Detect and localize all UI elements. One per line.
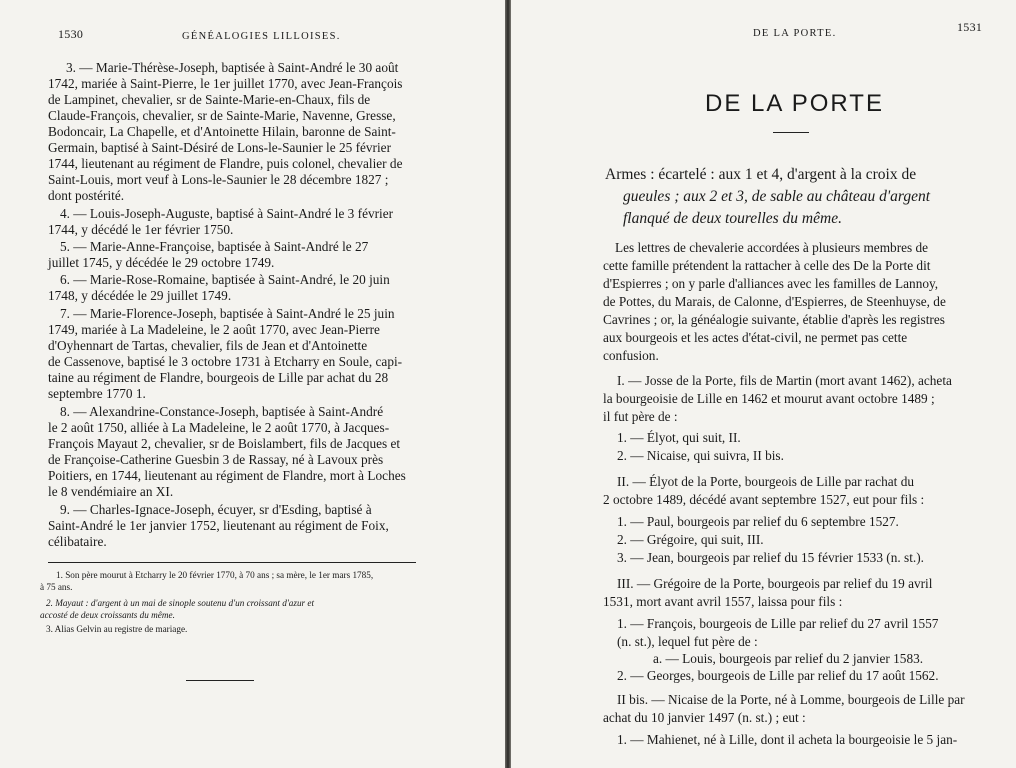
text-line: Bodoncair, La Chapelle, et d'Antoinette Hilain, baronne de Saint- — [48, 124, 396, 139]
text-line: 6. — Marie-Rose-Romaine, baptisée à Saint-André, le 20 juin — [60, 272, 390, 287]
text-line: la bourgeoisie de Lille en 1462 et mourut avant octobre 1489 ; — [603, 391, 935, 406]
text-line: 1749, mariée à La Madeleine, le 2 août 1770, avec Jean-Pierre — [48, 322, 380, 337]
footnote-line: 1. Son père mourut à Etcharry le 20 février 1770, à 70 ans ; sa mère, le 1er mars 1785, — [56, 570, 374, 580]
text-line: confusion. — [603, 348, 659, 363]
text-line: le 2 août 1750, alliée à La Madeleine, le 2 août 1770, à Jacques- — [48, 420, 390, 435]
armes-line: gueules ; aux 2 et 3, de sable au château d'argent — [623, 188, 931, 205]
running-head: DE LA PORTE. — [753, 28, 837, 39]
text-line: a. — Louis, bourgeois par relief du 2 janvier 1583. — [653, 651, 924, 666]
footnote-line: accosté de deux croissants du même. — [40, 610, 175, 620]
text-line: 1748, y décédée le 29 juillet 1749. — [48, 288, 232, 303]
end-rule — [186, 680, 254, 681]
text-line: 7. — Marie-Florence-Joseph, baptisée à Saint-André le 25 juin — [60, 306, 395, 321]
text-line: Saint-Louis, mort veuf à Lons-le-Saunier le 28 décembre 1827 ; — [48, 172, 389, 187]
armes-line: flanqué de deux tourelles du même. — [623, 210, 842, 227]
running-head: GÉNÉALOGIES LILLOISES. — [182, 31, 341, 42]
left-page — [0, 0, 505, 768]
text-line: dont postérité. — [48, 188, 125, 203]
page-title: DE LA PORTE — [705, 90, 884, 117]
page-number: 1530 — [58, 27, 84, 41]
text-line: de Cassenove, baptisé le 3 octobre 1731 à Etcharry en Soule, capi- — [48, 354, 403, 369]
text-line: II. — Élyot de la Porte, bourgeois de Lille par rachat du — [617, 474, 914, 489]
text-line: achat du 10 janvier 1497 (n. st.) ; eut : — [603, 710, 806, 725]
text-line: Les lettres de chevalerie accordées à plusieurs membres de — [615, 240, 929, 255]
footnote-line: 3. Alias Gelvin au registre de mariage. — [46, 624, 188, 634]
text-line: de Françoise-Catherine Guesbin 3 de Rassay, né à Lavoux près — [48, 452, 384, 467]
text-line: II bis. — Nicaise de la Porte, né à Lomme, bourgeois de Lille par — [617, 692, 965, 707]
text-line: I. — Josse de la Porte, fils de Martin (mort avant 1462), acheta — [617, 373, 952, 388]
text-line: il fut père de : — [603, 409, 678, 424]
text-line: 1744, lieutenant au régiment de Flandre, puis colonel, chevalier de — [48, 156, 403, 171]
text-line: 2. — Georges, bourgeois de Lille par relief du 17 août 1562. — [617, 668, 939, 683]
text-line: 1744, y décédé le 1er février 1750. — [48, 222, 234, 237]
text-line: de Pottes, du Marais, de Calonne, d'Espierres, de Steenhuyse, de — [603, 294, 946, 309]
text-line: 1. — Paul, bourgeois par relief du 6 septembre 1527. — [617, 514, 899, 529]
text-line: septembre 1770 1. — [48, 386, 146, 401]
text-line: aux bourgeois et les actes d'état-civil, ne permet pas cette — [603, 330, 908, 345]
text-line: 2 octobre 1489, décédé avant septembre 1527, eut pour fils : — [603, 492, 925, 507]
page-number: 1531 — [957, 20, 983, 34]
text-line: juillet 1745, y décédée le 29 octobre 1749. — [48, 255, 275, 270]
text-line: Poitiers, en 1744, lieutenant au régiment de Flandre, mort à Loches — [48, 468, 406, 483]
text-line: Cavrines ; or, la généalogie suivante, établie d'après les registres — [603, 312, 945, 327]
right-page — [511, 0, 1016, 768]
text-line: 3. — Marie-Thérèse-Joseph, baptisée à Saint-André le 30 août — [66, 60, 399, 75]
text-line: Saint-André le 1er janvier 1752, lieutenant au régiment de Foix, — [48, 518, 389, 533]
text-line: Germain, baptisé à Saint-Désiré de Lons-le-Saunier le 25 février — [48, 140, 392, 155]
text-line: 9. — Charles-Ignace-Joseph, écuyer, sr d'Esding, baptisé à — [60, 502, 372, 517]
text-line: 1742, mariée à Saint-Pierre, le 1er juillet 1770, avec Jean-François — [48, 76, 403, 91]
text-line: 8. — Alexandrine-Constance-Joseph, baptisée à Saint-André — [60, 404, 384, 419]
text-line: le 8 vendémiaire an XI. — [48, 484, 174, 499]
text-line: 3. — Jean, bourgeois par relief du 15 février 1533 (n. st.). — [617, 550, 924, 565]
footnote-line: 2. Mayaut : d'argent à un mai de sinople soutenu d'un croissant d'azur et — [46, 598, 315, 608]
text-line: 1. — Élyot, qui suit, II. — [617, 430, 741, 445]
text-line: 1. — Mahienet, né à Lille, dont il acheta la bourgeoisie le 5 jan- — [617, 732, 958, 747]
text-line: célibataire. — [48, 534, 107, 549]
text-line: d'Espierres ; on y parle d'alliances avec les familles de Lannoy, — [603, 276, 939, 291]
text-line: 5. — Marie-Anne-Françoise, baptisée à Saint-André le 27 — [60, 239, 369, 254]
text-line: Claude-François, chevalier, sr de Sainte-Marie, Navenne, Gresse, — [48, 108, 396, 123]
text-line: taine au régiment de Flandre, bourgeois de Lille par achat du 28 — [48, 370, 389, 385]
text-line: III. — Grégoire de la Porte, bourgeois par relief du 19 avril — [617, 576, 933, 591]
text-line: 1. — François, bourgeois de Lille par relief du 27 avril 1557 — [617, 616, 939, 631]
armes-line: Armes : écartelé : aux 1 et 4, d'argent à la croix de — [605, 166, 917, 183]
text-line: 2. — Nicaise, qui suivra, II bis. — [617, 448, 784, 463]
text-line: 4. — Louis-Joseph-Auguste, baptisé à Saint-André le 3 février — [60, 206, 394, 221]
text-line: 2. — Grégoire, qui suit, III. — [617, 532, 764, 547]
footnote-line: à 75 ans. — [40, 582, 73, 592]
text-line: d'Oyhennart de Tartas, chevalier, fils de Jean et d'Antoinette — [48, 338, 368, 353]
text-line: (n. st.), lequel fut père de : — [617, 634, 758, 649]
text-line: cette famille prétendent la rattacher à celle des De la Porte dit — [603, 258, 931, 273]
title-rule — [773, 132, 809, 133]
footnote-divider — [48, 562, 416, 563]
text-line: de Lampinet, chevalier, sr de Sainte-Marie-en-Chaux, fils de — [48, 92, 371, 107]
text-line: 1531, mort avant avril 1557, laissa pour fils : — [603, 594, 843, 609]
text-line: François Mayaut 2, chevalier, sr de Boislambert, fils de Jacques et — [48, 436, 401, 451]
